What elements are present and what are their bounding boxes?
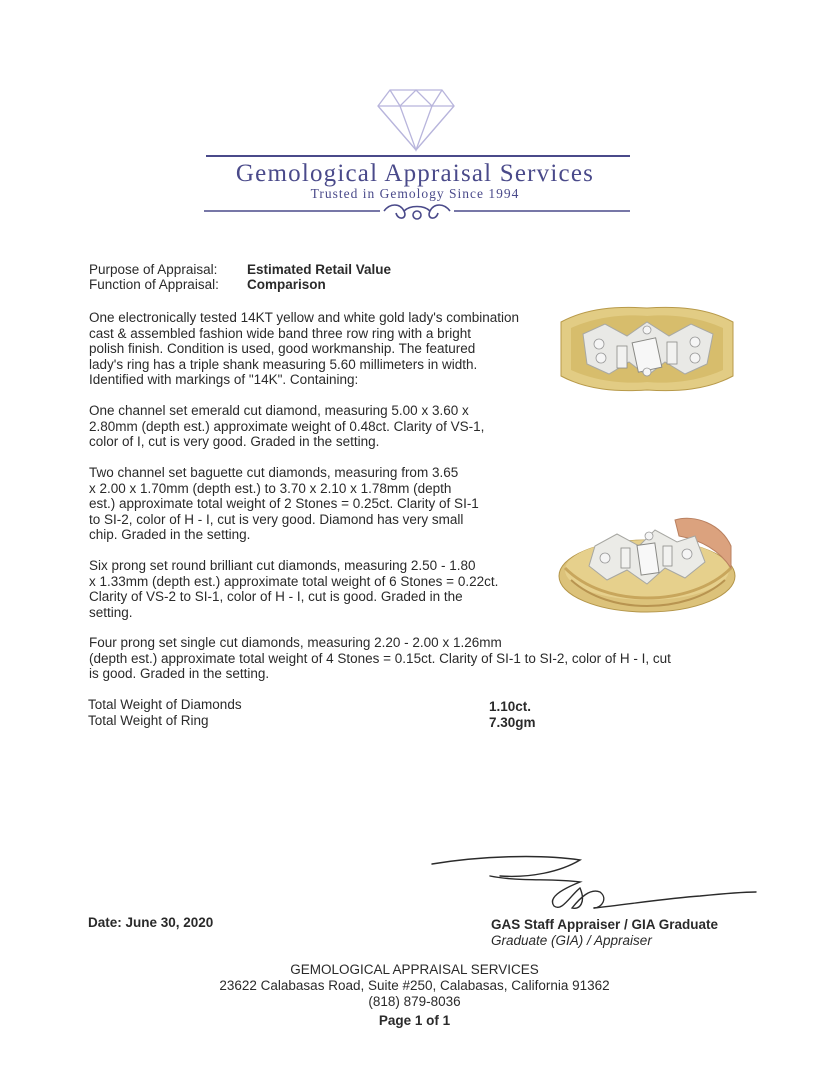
text-line: polish finish. Condition is used, good workmanship. The featured <box>89 341 476 356</box>
handwritten-signature-icon <box>430 852 760 916</box>
appraiser-title: GAS Staff Appraiser / GIA Graduate <box>491 917 719 932</box>
company-name: Gemological Appraisal Services <box>235 160 595 187</box>
total-ring-label: Total Weight of Ring <box>88 713 209 728</box>
company-tagline: Trusted in Gemology Since 1994 <box>310 186 520 201</box>
text-line: (depth est.) approximate total weight of 4 Stones = 0.15ct. Clarity of SI-1 to SI-2, color of H - I, cut <box>89 650 671 666</box>
appraiser-credentials: Graduate (GIA) / Appraiser <box>491 933 652 948</box>
text-line: setting. <box>89 604 133 620</box>
text-line: cast & assembled fashion wide band three row ring with a bright <box>89 325 471 341</box>
text-line: Four prong set single cut diamonds, measuring 2.20 - 2.00 x 1.26mm <box>89 635 502 650</box>
text-line: chip. Graded in the setting. <box>89 527 251 542</box>
ring-top-view-photo <box>557 302 737 394</box>
stone-4-description <box>89 635 671 682</box>
text-line: lady's ring has a triple shank measuring 5.60 millimeters in width. <box>89 356 478 372</box>
text-line: Two channel set baguette cut diamonds, measuring from 3.65 <box>89 465 459 480</box>
logo-rule <box>206 155 630 157</box>
text-line: One channel set emerald cut diamond, measuring 5.00 x 3.60 x <box>89 403 469 418</box>
page-number: Page 1 of 1 <box>378 1013 451 1028</box>
footer-address: 23622 Calabasas Road, Suite #250, Calabasas, California 91362 <box>219 978 610 993</box>
stone-1-description <box>89 403 484 450</box>
scroll-ornament-icon <box>204 203 630 223</box>
purpose-value: Estimated Retail Value <box>247 262 392 277</box>
total-diamonds-label: Total Weight of Diamonds <box>88 697 242 712</box>
text-line: Six prong set round brilliant cut diamonds, measuring 2.50 - 1.80 <box>89 558 476 573</box>
ring-angled-view-photo <box>555 506 740 616</box>
stone-2-description <box>89 465 479 543</box>
text-line: One electronically tested 14KT yellow and white gold lady's combination <box>89 310 520 325</box>
footer-company: GEMOLOGICAL APPRAISAL SERVICES <box>290 962 539 977</box>
item-description <box>89 310 519 388</box>
company-logo <box>200 86 630 226</box>
text-line: Clarity of VS-2 to SI-1, color of H - I, cut is good. Graded in the <box>89 589 463 604</box>
appraisal-date: Date: June 30, 2020 <box>88 915 214 930</box>
function-label: Function of Appraisal: <box>89 277 219 292</box>
text-line: 2.80mm (depth est.) approximate weight of 0.48ct. Clarity of VS-1, <box>89 418 485 434</box>
text-line: color of I, cut is very good. Graded in the setting. <box>89 434 380 449</box>
text-line: x 1.33mm (depth est.) approximate total weight of 6 Stones = 0.22ct. <box>89 573 499 589</box>
text-line: est.) approximate total weight of 2 Stones = 0.25ct. Clarity of SI-1 <box>89 496 479 511</box>
footer-phone: (818) 879-8036 <box>368 994 461 1009</box>
total-diamonds-value: 1.10ct. <box>489 699 532 714</box>
text-line: Identified with markings of "14K". Containing: <box>89 372 359 387</box>
purpose-label: Purpose of Appraisal: <box>89 262 218 277</box>
text-line: is good. Graded in the setting. <box>89 666 270 681</box>
total-ring-value: 7.30gm <box>489 715 536 730</box>
diamond-outline-icon <box>376 86 456 152</box>
text-line: to SI-2, color of H - I, cut is very good. Diamond has very small <box>89 511 464 527</box>
text-line: x 2.00 x 1.70mm (depth est.) to 3.70 x 2.10 x 1.78mm (depth <box>89 480 452 496</box>
function-value: Comparison <box>247 277 326 292</box>
stone-3-description <box>89 558 498 620</box>
